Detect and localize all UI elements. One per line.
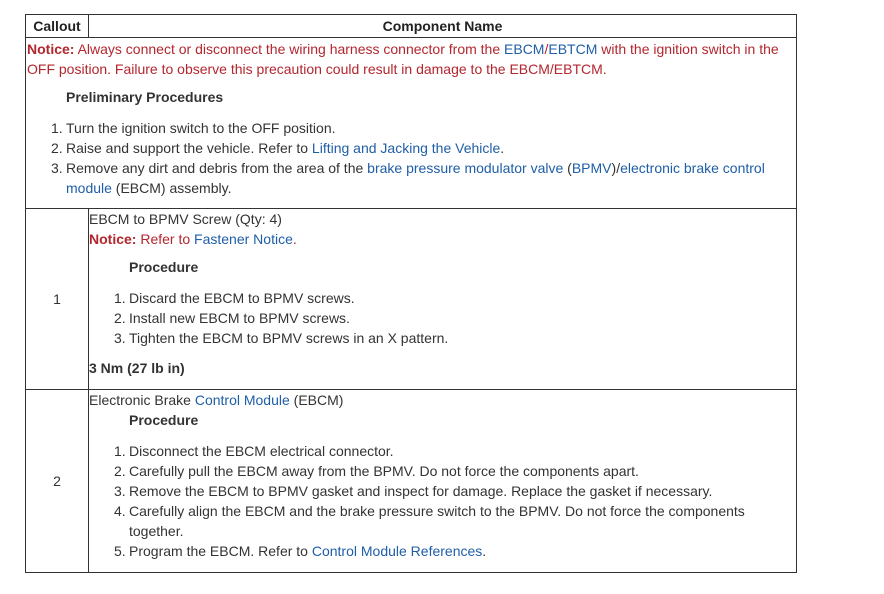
- callout-header: Callout: [26, 15, 89, 38]
- components-table: [25, 14, 797, 573]
- component-name-header: Component Name: [89, 15, 797, 38]
- list-item: 4. Carefully align the EBCM and the brake pressure switch to the BPMV. Do not force the components together.: [114, 503, 745, 539]
- list-item: 2. Raise and support the vehicle. Refer to Lifting and Jacking the Vehicle.: [51, 140, 505, 156]
- ebcm-link[interactable]: EBCM: [504, 41, 545, 57]
- fastener-notice-link[interactable]: Fastener Notice: [194, 231, 293, 247]
- table-header-row: [26, 15, 797, 38]
- list-item: 1. Disconnect the EBCM electrical connector.: [114, 443, 394, 459]
- preliminary-steps-list: [51, 118, 796, 198]
- list-item: 5. Program the EBCM. Refer to Control Module References.: [114, 543, 487, 559]
- table-row: [26, 209, 797, 390]
- row-notice: Notice: Refer to Fastener Notice.: [89, 231, 297, 247]
- control-module-link[interactable]: Control Module: [194, 392, 290, 408]
- notice-separator: /: [544, 41, 549, 57]
- list-item: 2. Carefully pull the EBCM away from the BPMV. Do not force the components apart.: [114, 463, 639, 479]
- intro-cell: [26, 38, 797, 209]
- callout-cell: 2: [26, 390, 89, 573]
- notice-text-cont: with the ignition switch in the OFF position. Failure to observe this precaution could result in damage to the EBCM/EBTCM.: [27, 41, 779, 77]
- intro-row: [26, 38, 797, 209]
- notice-text: Always connect or disconnect the wiring harness connector from the: [74, 41, 505, 57]
- ebtcm-link[interactable]: EBTCM: [548, 41, 598, 57]
- bpmv-full-link[interactable]: brake pressure modulator valve: [367, 160, 564, 176]
- list-item: 3. Remove the EBCM to BPMV gasket and inspect for damage. Replace the gasket if necessary.: [114, 483, 713, 499]
- ebcm-full-link[interactable]: electronic brake control module: [66, 160, 765, 196]
- intro-notice: [26, 38, 796, 79]
- lifting-jacking-link[interactable]: Lifting and Jacking the Vehicle: [311, 140, 501, 156]
- bpmv-link[interactable]: BPMV: [571, 160, 612, 176]
- list-item: 1. Discard the EBCM to BPMV screws.: [114, 290, 355, 306]
- procedure-heading: Procedure: [129, 412, 199, 428]
- procedure-heading: Procedure: [129, 259, 199, 275]
- notice-label: Notice:: [89, 231, 137, 247]
- component-cell: [89, 390, 797, 573]
- preliminary-procedures-heading: Preliminary Procedures: [66, 89, 224, 105]
- list-item: 2. Install new EBCM to BPMV screws.: [114, 310, 350, 326]
- notice-label: Notice:: [27, 41, 75, 57]
- control-module-references-link[interactable]: Control Module References: [311, 543, 483, 559]
- list-item: 3. Tighten the EBCM to BPMV screws in an X pattern.: [114, 330, 449, 346]
- list-item: 3. Remove any dirt and debris from the area of the brake pressure modulator valve (BPMV)/electronic brake control module (EBCM) assembly.: [51, 160, 765, 196]
- table-row: [26, 390, 797, 573]
- procedure-steps-list: [114, 441, 796, 561]
- procedure-steps-list: [114, 288, 796, 348]
- component-cell: [89, 209, 797, 390]
- callout-cell: 1: [26, 209, 89, 390]
- row-title: EBCM to BPMV Screw (Qty: 4): [89, 211, 282, 227]
- list-item: 1. Turn the ignition switch to the OFF position.: [51, 120, 336, 136]
- torque-spec: 3 Nm (27 lb in): [89, 360, 185, 376]
- row-title: Electronic Brake Control Module (EBCM): [89, 392, 344, 408]
